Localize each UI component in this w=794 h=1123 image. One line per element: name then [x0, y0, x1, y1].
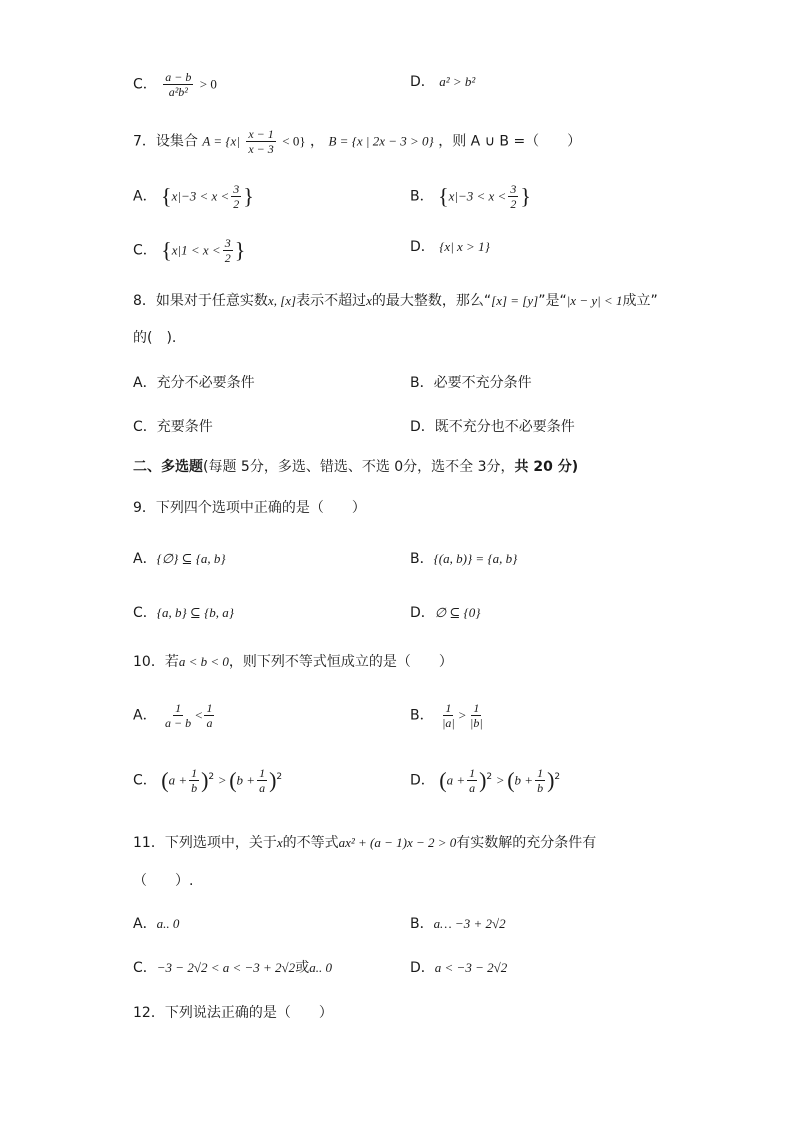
- q9-option-b: B．{(a, b)} = {a, b}: [410, 551, 518, 567]
- q11-option-c: C．−3 − 2√2 < a < −3 + 2√2或a.. 0: [133, 960, 332, 976]
- q6-option-d: D． a² > b²: [410, 74, 476, 90]
- q9-option-a: A．{∅} ⊆ {a, b}: [133, 551, 226, 567]
- q7-c-fraction: $\frac{3}{2}$: [224, 236, 231, 265]
- q6-option-c: C． $\frac{a - b}{\text{a²b²}}$ > 0: [133, 70, 217, 99]
- q9-option-d: D．∅ ⊆ {0}: [410, 605, 481, 621]
- q10-option-c: C． (a + $\frac{1}{b}$ )$^2$ > (b + $\frac{1}{a}$ )$^2$: [133, 766, 283, 795]
- q7-option-c: C． {x|1 < x < $\frac{3}{2}$ }: [133, 236, 246, 265]
- q9-stem: 9．下列四个选项中正确的是（ ）: [133, 500, 366, 516]
- q7-option-a: A． {x|−3 < x < $\frac{3}{2}$ }: [133, 182, 254, 211]
- q8-option-d: D．既不充分也不必要条件: [410, 419, 575, 435]
- q11-option-b: B．a… −3 + 2√2: [410, 916, 506, 932]
- q7-stem: 7．设集合 A = {x| $\frac{x - 1}{x - 3}$ < 0} ， B = {x | 2x − 3 > 0} ，则 A ∪ B =（ ）: [133, 127, 582, 156]
- q8-stem-line2: 的( ).: [133, 330, 177, 346]
- q10-stem: 10．若a < b < 0，则下列不等式恒成立的是（ ）: [133, 654, 453, 670]
- q10-option-d: D． (a + $\frac{1}{a}$ )$^2$ > (b + $\frac{1}{b}$ )$^2$: [410, 766, 561, 795]
- q8-option-c: C．充要条件: [133, 419, 213, 435]
- q7-b-fraction: $\frac{3}{2}$: [510, 182, 517, 211]
- section2-heading: 二、多选题(每题 5分，多选、错选、不选 0分，选不全 3分，共 20 分): [133, 459, 579, 475]
- q11-option-d: D．a < −3 − 2√2: [410, 960, 508, 976]
- q11-option-a: A．a.. 0: [133, 916, 180, 932]
- q6-c-fraction: $\frac{a - b}{\text{a²b²}}$: [165, 70, 192, 99]
- q8-stem-line1: 8．如果对于任意实数x, [x]表示不超过x的最大整数，那么“[x] = [y]”是“|x − y| < 1成立”: [133, 293, 658, 309]
- q12-stem: 12．下列说法正确的是（ ）: [133, 1005, 333, 1021]
- q8-option-a: A．充分不必要条件: [133, 375, 255, 391]
- q11-stem-line2: （ ）.: [133, 873, 194, 889]
- q10-option-b: B． $\frac{1}{|a|}$ > $\frac{1}{|b|}$: [410, 701, 483, 730]
- q11-stem-line1: 11．下列选项中，关于x的不等式ax² + (a − 1)x − 2 > 0有实数解的充分条件有: [133, 835, 597, 851]
- q7-option-b: B． {x|−3 < x < $\frac{3}{2}$ }: [410, 182, 531, 211]
- q9-option-c: C．{a, b} ⊆ {b, a}: [133, 605, 234, 621]
- q7-option-d: D． {x| x > 1}: [410, 239, 490, 255]
- q7-seta-fraction: $\frac{x - 1}{x - 3}$: [248, 127, 274, 156]
- q10-option-a: A． $\frac{1}{a - b}$ < $\frac{1}{a}$: [133, 701, 213, 730]
- q7-a-fraction: $\frac{3}{2}$: [233, 182, 240, 211]
- q8-option-b: B．必要不充分条件: [410, 375, 532, 391]
